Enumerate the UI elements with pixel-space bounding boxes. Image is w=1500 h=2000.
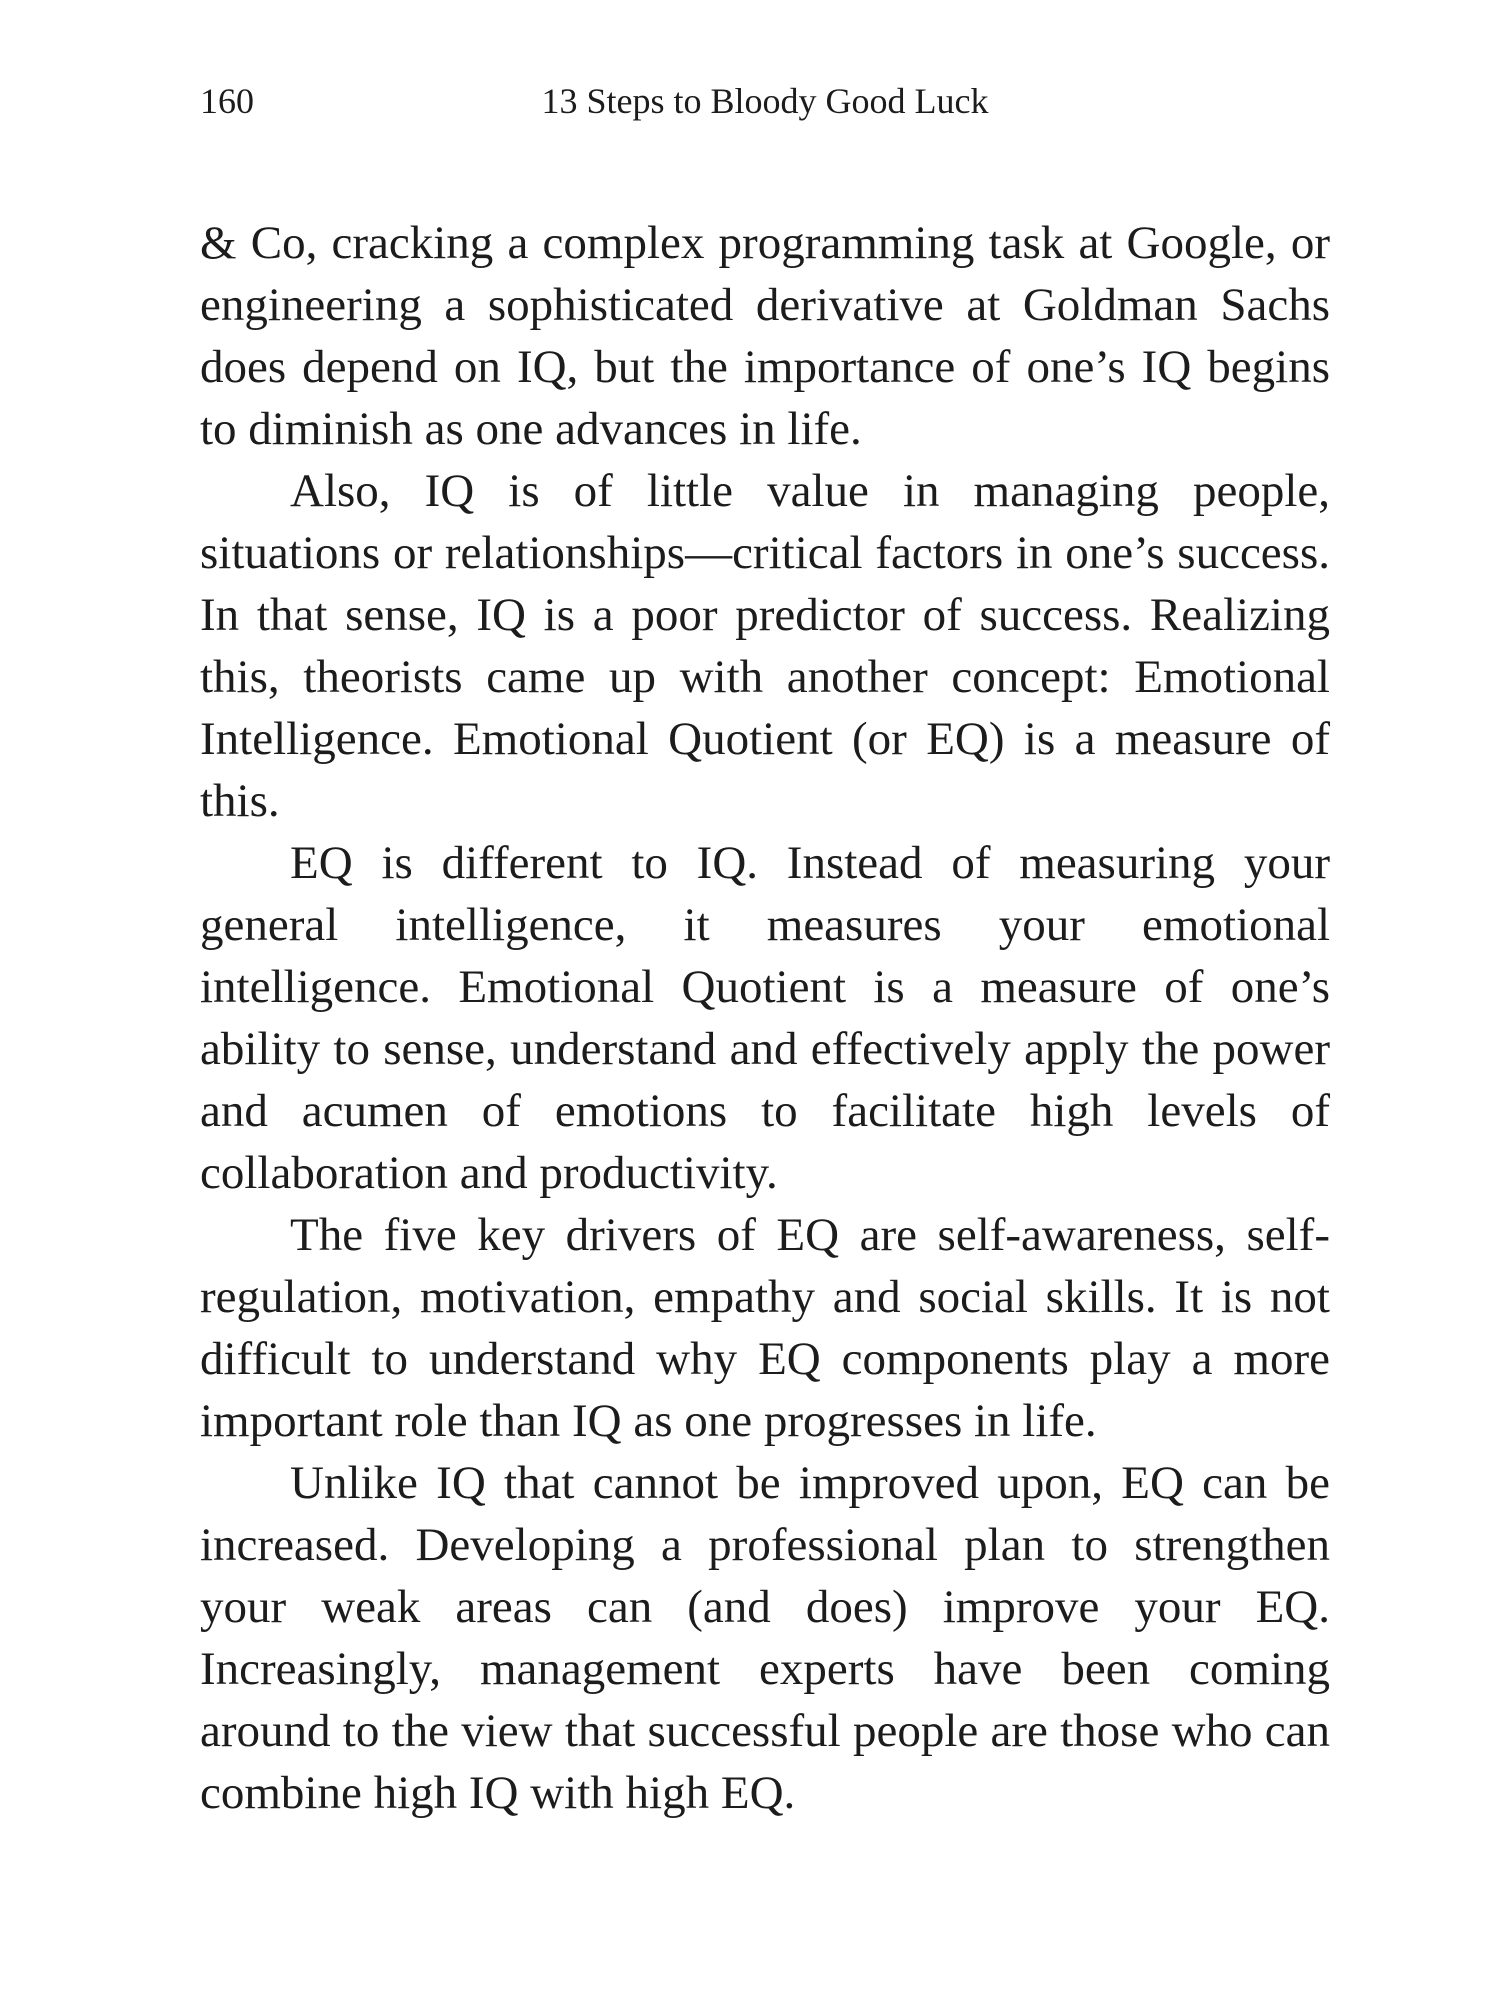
- paragraph-eq-improvement: Unlike IQ that cannot be improved upon, EQ can be increased. Developing a professional plan to strengthen your weak areas can (and does) improve your EQ. Increasingly, management experts have been coming around to the view that successful people are those who can combine high IQ with high EQ.: [200, 1457, 1330, 1819]
- running-head: [200, 76, 1330, 126]
- paragraph-iq-limitations: Also, IQ is of little value in managing people, situations or relationships—critical factors in one’s success. In that sense, IQ is a poor predictor of success. Realizing this, theorists came up with another concept: Emotional Intelligence. Emotional Quotient (or EQ) is a measure of this.: [200, 465, 1330, 827]
- book-title: 13 Steps to Bloody Good Luck: [541, 81, 989, 121]
- body-text: [200, 212, 1330, 1824]
- paragraph-eq-definition: EQ is different to IQ. Instead of measuring your general intelligence, it measures your emotional intelligence. Emotional Quotient is a measure of one’s ability to sense, understand and effectively apply the power and acumen of emotions to facilitate high levels of collaboration and productivity.: [200, 837, 1330, 1199]
- page-number: 160: [200, 81, 254, 121]
- paragraph-eq-drivers: The five key drivers of EQ are self-awareness, self-regulation, motivation, empathy and social skills. It is not difficult to understand why EQ components play a more important role than IQ as one progresses in life.: [200, 1209, 1330, 1447]
- paragraph-continued: & Co, cracking a complex programming task at Google, or engineering a sophisticated derivative at Goldman Sachs does depend on IQ, but the importance of one’s IQ begins to diminish as one advances in life.: [200, 217, 1330, 455]
